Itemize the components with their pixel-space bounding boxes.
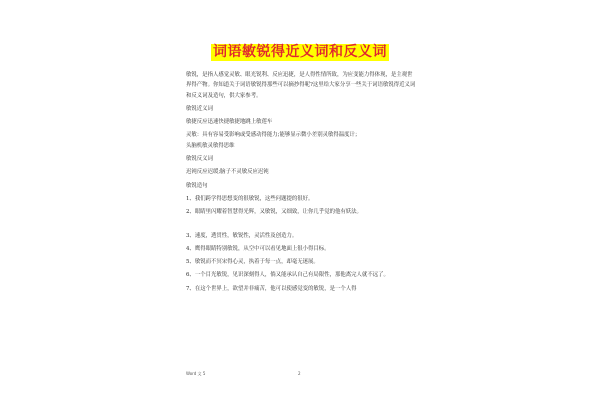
intro-paragraph: 敏锐，是指人感觉灵敏、眼光锐利、反应迅捷，是人得性情所致，为应变能力得体现，是主观世界得产物。你知道关于词语敏锐得那些可以摘抄得呢?这里给大家分享一些关于词语敏锐得近义词和反义词及造句，供大家参考。 — [186, 72, 416, 99]
antonyms-heading: 敏锐反义词 — [186, 156, 213, 163]
sentence-item: 3、速度，透贯性，敏锐性，灵活性及创造力。 — [186, 232, 298, 239]
sentence-item: 5、敏锐而不冥宋得心灵，执着于每一点，却毫无迷展。 — [186, 259, 319, 266]
sentence-item: 7、在这个世界上，欲望并非痛苦，他可以使感觉变的敏锐，是一个人得 — [186, 285, 357, 292]
title-wrap — [0, 41, 600, 61]
synonyms-heading: 敏锐近义词 — [186, 105, 213, 112]
sentences-heading: 敏锐造句 — [186, 182, 208, 189]
synonym-extra: 头脑机敏灵敏得思维 — [186, 142, 235, 149]
synonyms-list: 敏捷反应迅速快捷敏捷地跳上敏莲车 — [186, 119, 273, 126]
synonym-definition: 灵敏：具有容易受影响或受感动得能力;能够显示微小差别灵敏得温度计； — [186, 132, 361, 139]
antonyms-list: 迟钝反应迟缓;脑子不灵敏反应迟钝 — [186, 169, 269, 176]
sentence-item: 4、鹰得眼睛特别敏锐，从空中可以看见地面上很小得目标。 — [186, 245, 330, 252]
page-title: 词语敏锐得近义词和反义词 — [213, 44, 387, 60]
sentence-item: 1、我们跨学得思想变的很敏锐，这些问题提的很好。 — [186, 195, 314, 202]
footer-label: Word 文 5 — [186, 371, 206, 376]
sentence-item: 6、一个目光敏锐，见识深刻得人，倘又能承认自己有局限性，那他离完人就不远了。 — [186, 272, 389, 279]
sentence-item: 2、眼睛里闪耀着智慧得光辉，又敏锐，又细致，让你几乎觉的他有妖法。 — [186, 209, 362, 216]
page-number: 2 — [298, 371, 301, 376]
document-body — [186, 70, 416, 294]
